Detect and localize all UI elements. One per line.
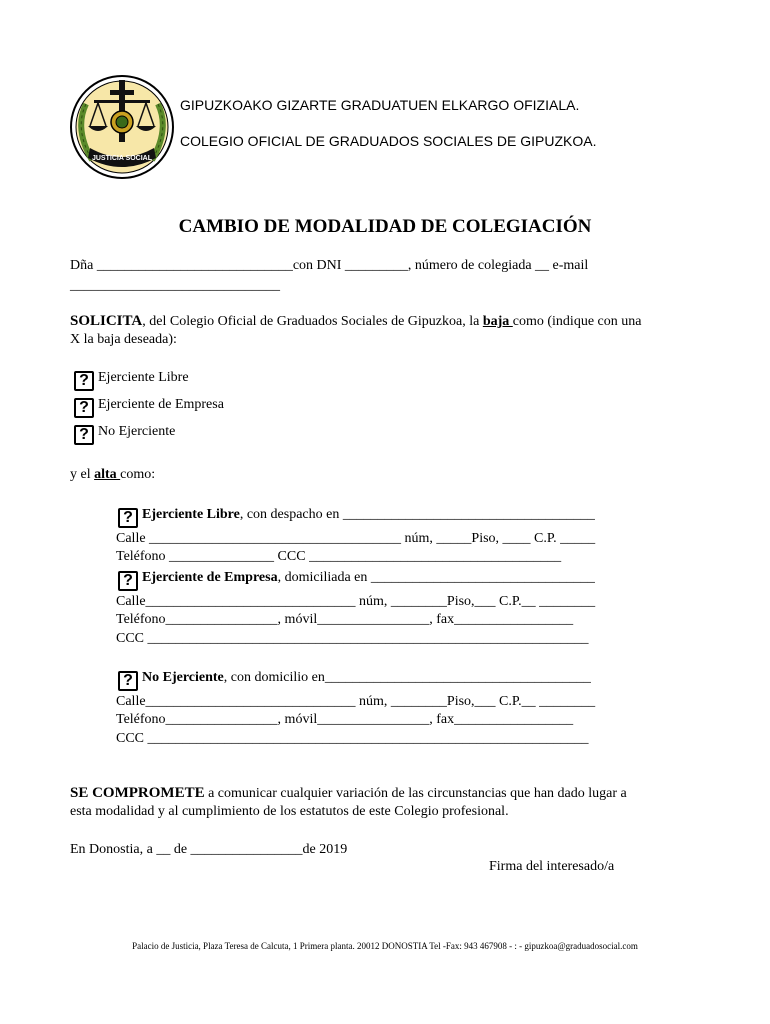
baja-option-no-ejerciente[interactable] (74, 424, 175, 445)
baja-option-label: Ejerciente Libre (98, 370, 189, 385)
solicita-text-2: como (indique con una (512, 314, 642, 329)
alta-suffix: como: (120, 467, 156, 482)
alta-option-rest: , domiciliada en ________________________________ (277, 570, 595, 585)
footer-address: Palacio de Justicia, Plaza Teresa de Calcuta, 1 Primera planta. 20012 DONOSTIA Tel -Fax: 943 467908 - : - gipuzkoa@graduadosocial.com (132, 941, 638, 951)
solicita-paragraph (70, 313, 641, 330)
checkbox-icon[interactable]: ? (74, 425, 94, 445)
checkbox-icon[interactable]: ? (118, 671, 138, 691)
alta-option-label: No Ejerciente (142, 670, 224, 685)
alta-option-label: Ejerciente de Empresa (142, 570, 278, 585)
libre-calle-line: Calle ____________________________________ núm, _____Piso, ____ C.P. _____ (116, 531, 596, 546)
baja-option-label: No Ejerciente (98, 424, 176, 439)
empresa-telefono-line: Teléfono________________, móvil________________, fax_________________ (116, 612, 574, 627)
college-logo (66, 74, 178, 180)
alta-option-empresa[interactable] (118, 570, 595, 591)
email-line: ______________________________ (70, 278, 280, 293)
alta-option-rest: , con despacho en ____________________________________ (239, 507, 595, 522)
checkbox-icon[interactable]: ? (74, 371, 94, 391)
no-ejerciente-ccc-line: CCC _______________________________________________________________ (116, 731, 589, 746)
alta-word: alta (94, 467, 121, 482)
applicant-line: Dña ____________________________con DNI _________, número de colegiada __ e-mail (70, 258, 589, 273)
alta-prefix: y el (70, 467, 95, 482)
alta-option-label: Ejerciente Libre (142, 507, 240, 522)
compromete-text: a comunicar cualquier variación de las circunstancias que han dado lugar a (204, 786, 627, 801)
alta-option-rest: , con domicilio en______________________________________ (223, 670, 591, 685)
header-line-spanish: COLEGIO OFICIAL DE GRADUADOS SOCIALES DE GIPUZKOA. (180, 133, 597, 149)
solicita-text: , del Colegio Oficial de Graduados Sociales de Gipuzkoa, la (142, 314, 483, 329)
compromete-paragraph (70, 785, 627, 802)
place-date-line: En Donostia, a __ de ________________de 2019 (70, 842, 348, 857)
compromete-line-2: esta modalidad y al cumplimiento de los estatutos de este Colegio profesional. (70, 804, 509, 819)
checkbox-icon[interactable]: ? (74, 398, 94, 418)
checkbox-icon[interactable]: ? (118, 508, 138, 528)
header-line-basque: GIPUZKOAKO GIZARTE GRADUATUEN ELKARGO OFIZIALA. (180, 97, 580, 113)
solicita-line-2: X la baja deseada): (70, 332, 177, 347)
alta-option-no-ejerciente[interactable] (118, 670, 591, 691)
document-title: CAMBIO DE MODALIDAD DE COLEGIACIÓN (178, 216, 592, 237)
no-ejerciente-calle-line: Calle______________________________ núm, ________Piso,___ C.P.__ ________ (116, 694, 596, 709)
no-ejerciente-telefono-line: Teléfono________________, móvil________________, fax_________________ (116, 712, 574, 727)
compromete-label: SE COMPROMETE (70, 785, 205, 801)
logo-ribbon-text: JUSTICIA SOCIAL (91, 155, 153, 162)
signature-label: Firma del interesado/a (489, 859, 615, 874)
baja-option-label: Ejerciente de Empresa (98, 397, 224, 412)
checkbox-icon[interactable]: ? (118, 571, 138, 591)
baja-option-empresa[interactable] (74, 397, 224, 418)
baja-option-libre[interactable] (74, 370, 189, 391)
baja-word: baja (482, 314, 513, 329)
solicita-label: SOLICITA (70, 313, 143, 329)
empresa-calle-line: Calle______________________________ núm, ________Piso,___ C.P.__ ________ (116, 594, 596, 609)
alta-option-libre[interactable] (118, 507, 595, 528)
empresa-ccc-line: CCC _______________________________________________________________ (116, 631, 589, 646)
libre-telefono-line: Teléfono _______________ CCC ____________________________________ (116, 549, 562, 564)
alta-line (70, 467, 155, 483)
